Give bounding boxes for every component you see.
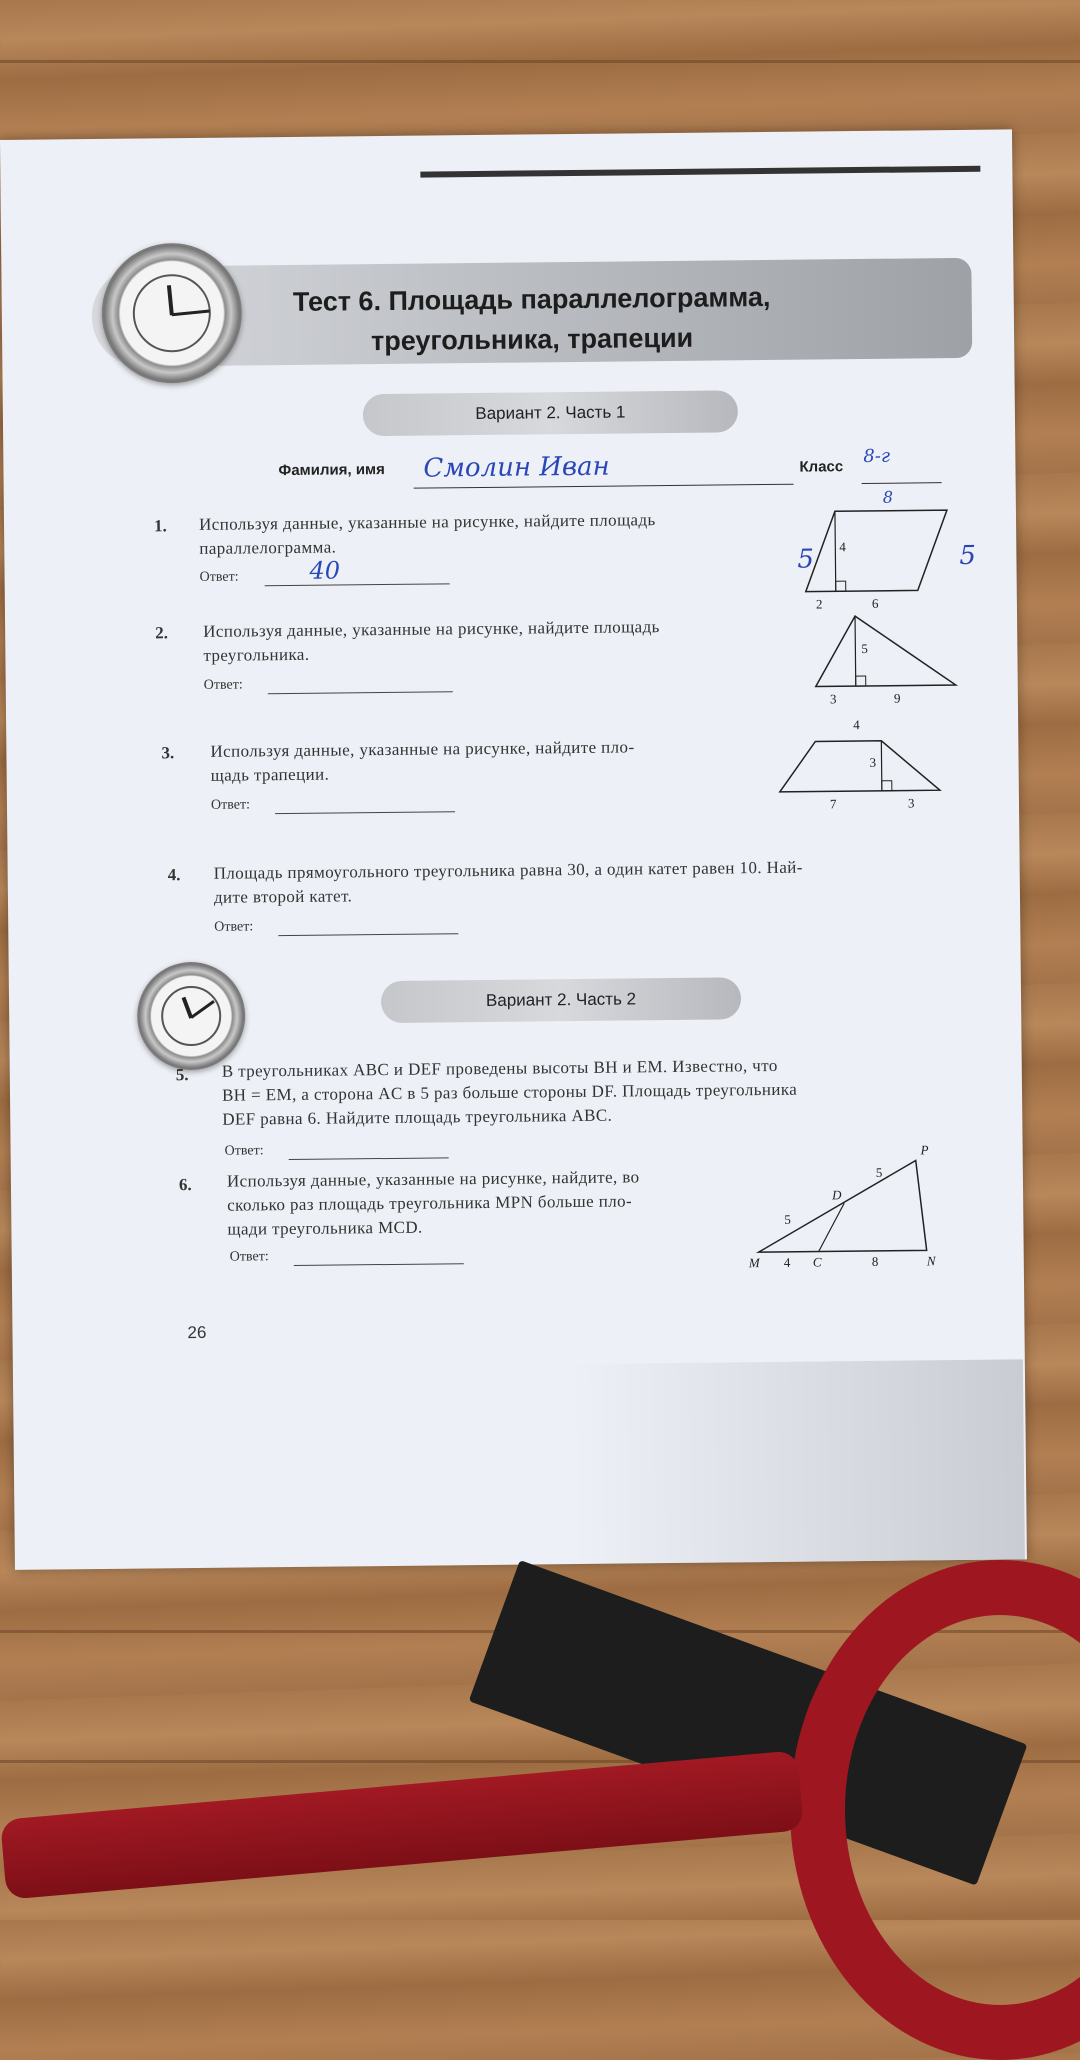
- question-number: 1.: [153, 516, 167, 536]
- part2-label: Вариант 2. Часть 2: [381, 977, 741, 1023]
- answer-line: [294, 1263, 464, 1266]
- height-label: 5: [861, 640, 868, 657]
- vertex-n: N: [926, 1253, 936, 1269]
- answer-line: [265, 583, 450, 586]
- answer-line: [278, 933, 458, 936]
- class-label: Класс: [799, 458, 844, 476]
- answer-label: Ответ:: [229, 1249, 269, 1265]
- answer-label: Ответ:: [199, 569, 239, 585]
- answer-line: [268, 691, 453, 694]
- question-text: Используя данные, указанные на рисунке, найдите площадь треугольника.: [203, 617, 660, 665]
- name-label: Фамилия, имя: [278, 460, 385, 480]
- red-frame-bar: [0, 1750, 804, 1899]
- cn-label: 8: [871, 1253, 879, 1269]
- answer-value: 40: [309, 556, 341, 585]
- part1-label: Вариант 2. Часть 1: [363, 390, 738, 436]
- md-label: 5: [784, 1211, 791, 1227]
- question-number: 4.: [167, 865, 181, 885]
- answer-label: Ответ:: [203, 677, 243, 693]
- answer-label: Ответ:: [214, 919, 254, 935]
- question-text: Используя данные, указанные на рисунке, найдите, во сколько раз площадь треугольника MPN больше пло- щади треугольника MCD.: [226, 1167, 640, 1239]
- student-class: 8-г: [863, 445, 891, 467]
- student-name: Смолин Иван: [423, 451, 610, 484]
- page-number: 26: [187, 1322, 207, 1343]
- worksheet-page: [0, 129, 1027, 1570]
- base-right-label: 6: [871, 595, 879, 611]
- vertex-p: P: [920, 1142, 929, 1158]
- height-label: 4: [839, 539, 846, 555]
- question-number: 5.: [175, 1065, 189, 1085]
- question-text: В треугольниках ABC и DEF проведены высоты BH и EM. Известно, что BH = EM, а сторона AC в 5 раз больше стороны DF. Площадь треугольника DEF равна 6. Найдите площадь треугольника ABC.: [221, 1055, 798, 1129]
- dp-label: 5: [875, 1164, 883, 1180]
- height-label: 3: [869, 754, 877, 770]
- question-text: Используя данные, указанные на рисунке, найдите пло- щадь трапеции.: [210, 737, 635, 785]
- base-right-label: 3: [907, 795, 915, 811]
- answer-label: Ответ:: [210, 797, 251, 813]
- side-note-right: 5: [959, 540, 977, 571]
- clock-icon: [137, 961, 246, 1070]
- class-line: [862, 482, 942, 484]
- point-c: C: [812, 1254, 822, 1270]
- vertex-m: M: [748, 1255, 760, 1271]
- page-shadow: [573, 1359, 1025, 1564]
- base-right-label: 9: [893, 690, 901, 706]
- base-left-label: 3: [829, 691, 837, 707]
- top-note: 8: [882, 487, 894, 507]
- side-note-left: 5: [797, 544, 815, 575]
- answer-line: [275, 811, 455, 814]
- question-number: 2.: [155, 623, 169, 643]
- top-label: 4: [853, 717, 860, 733]
- top-rule: [420, 166, 980, 178]
- question-number: 6.: [178, 1175, 192, 1195]
- base-left-label: 2: [815, 596, 823, 612]
- answer-line: [289, 1157, 449, 1160]
- answer-label: Ответ:: [224, 1143, 264, 1159]
- triangle-mpn-figure: [746, 1140, 957, 1272]
- red-frame-arc: [790, 1560, 1080, 2060]
- question-number: 3.: [161, 743, 175, 763]
- name-line: [414, 484, 794, 489]
- mc-label: 4: [783, 1254, 791, 1270]
- question-text: Площадь прямоугольного треугольника равна 30, а один катет равен 10. Най- дите второй катет.: [213, 857, 803, 907]
- trapezoid-figure: [771, 718, 952, 820]
- point-d: D: [832, 1187, 842, 1203]
- question-text: Используя данные, указанные на рисунке, найдите площадь параллелограмма.: [198, 510, 656, 558]
- parallelogram-figure: [779, 487, 1000, 622]
- base-left-label: 7: [829, 796, 837, 812]
- triangle-figure: [805, 610, 976, 712]
- clock-icon: [101, 242, 242, 383]
- page-title: Тест 6. Площадь параллелограмма, треугольника, трапеции: [292, 281, 771, 357]
